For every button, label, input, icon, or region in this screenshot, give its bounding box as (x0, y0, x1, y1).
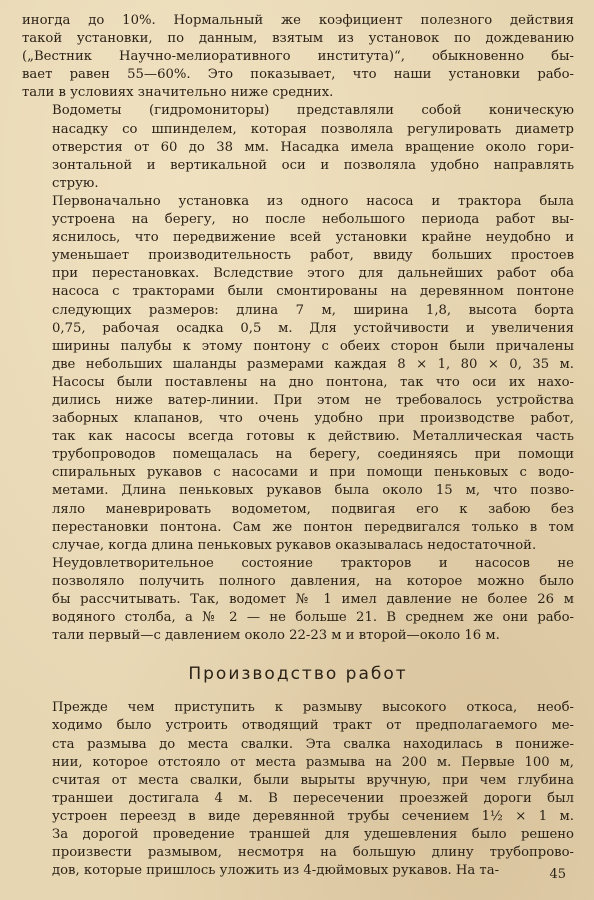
text-line: Водометы (гидромониторы) представляли собой коническую (52, 103, 574, 119)
paragraph (22, 555, 574, 645)
text-line: устроена на берегу, но после небольшого периода работ вы- (52, 212, 574, 228)
paragraph (22, 102, 574, 192)
paragraph (22, 699, 574, 880)
text-line: тали в условиях значительно ниже средних. (22, 85, 334, 101)
text-line: уменьшает производительность работ, ввиду больших простоев (52, 248, 574, 264)
text-line: Прежде чем приступить к размыву высокого откоса, необ- (52, 700, 574, 716)
text-line: так как насосы всегда готовы к действию. Металлическая часть (52, 429, 574, 445)
text-line: позволяло получить полного давления, на которое можно было (52, 573, 574, 589)
text-line: насадку со шпинделем, которая позволяла регулировать диаметр (52, 121, 574, 137)
text-block-bottom (22, 699, 574, 880)
text-line: иногда до 10%. Нормальный же коэфициент полезного действия (22, 13, 574, 28)
text-line: Насосы были поставлены на дно понтона, так что оси их нахо- (52, 374, 574, 390)
text-line: траншеи достигала 4 м. В пересечении проезжей дороги был (52, 790, 574, 806)
text-line: дов, которые пришлось уложить из 4-дюймовых рукавов. На та- (52, 863, 500, 879)
section-heading: Производство работ (188, 664, 408, 685)
text-line: Неудовлетворительное состояние тракторов и насосов не (52, 555, 574, 571)
text-line: две небольших шаланды размерами каждая 8 × 1, 80 × 0, 35 м. (52, 356, 574, 372)
text-line: трубопроводов помещалась на берегу, соединяясь при помощи (52, 447, 574, 463)
text-line: устроен переезд в виде деревянной трубы сечением 1½ × 1 м. (52, 808, 574, 824)
text-line: нии, которое отстояло от места размыва на 200 м. Первые 100 м, (52, 754, 574, 770)
text-line: ляло маневрировать водометом, подвигая его к забою без (52, 501, 574, 517)
text-line: заборных клапанов, что очень удобно при производстве работ, (52, 411, 574, 427)
text-line: струю. (52, 175, 99, 191)
paragraph (22, 193, 574, 555)
text-line: бы рассчитывать. Так, водомет № 1 имел давление не более 26 м (52, 592, 574, 607)
text-line: при перестановках. Вследствие этого для дальнейших работ оба (52, 266, 574, 282)
text-line: отверстия от 60 до 38 мм. Насадка имела вращение около гори- (52, 139, 574, 155)
text-line: считая от места свалки, были вырыты вручную, при чем глубина (52, 772, 574, 788)
text-line: яснилось, что передвижение всей установки крайне неудобно и (52, 230, 574, 246)
text-line: дились ниже ватер-линии. При этом не требовалось устройства (52, 392, 574, 408)
text-line: спиральных рукавов с насосами и при помощи пеньковых с водо- (52, 465, 574, 481)
text-line: вает равен 55—60%. Это показывает, что наши установки рабо- (22, 67, 574, 83)
text-line: метами. Длина пеньковых рукавов была около 15 м, что позво- (52, 483, 574, 499)
paragraph (22, 12, 574, 102)
text-line: зонтальной и вертикальной оси и позволяла удобно направлять (52, 157, 574, 173)
text-line: ходимо было устроить отводящий тракт от предполагаемого ме- (52, 718, 574, 734)
text-line: („Вестник Научно-мелиоративного института)“, обыкновенно бы- (22, 49, 574, 65)
text-line: случае, когда длина пеньковых рукавов оказывалась недостаточной. (52, 537, 537, 553)
text-line: водяного столба, а № 2 — не больше 21. В среднем же они рабо- (52, 610, 574, 626)
text-line: тали первый—с давлением около 22-23 м и второй—около 16 м. (52, 628, 500, 644)
text-line: произвести размывом, несмотря на большую длину трубопрово- (52, 845, 574, 861)
text-line: насоса с тракторами были смонтированы на деревянном понтоне (52, 284, 574, 300)
page-text (22, 12, 574, 880)
text-line: За дорогой проведение траншей для удешевления было решено (52, 827, 574, 843)
text-block-top (22, 12, 574, 645)
text-line: перестановки понтона. Сам же понтон передвигался только в том (52, 519, 574, 535)
text-line: следующих размеров: длина 7 м, ширина 1,8, высота борта (52, 302, 574, 318)
text-line: ширины палубы к этому понтону с обеих сторон были причалены (52, 338, 574, 354)
text-line: 0,75, рабочая осадка 0,5 м. Для устойчивости и увеличения (52, 320, 574, 336)
text-line: Первоначально установка из одного насоса и трактора была (52, 193, 574, 209)
text-line: ста размыва до места свалки. Эта свалка находилась в пониже- (52, 736, 574, 752)
page-number: 45 (549, 867, 566, 882)
text-line: такой установки, по данным, взятым из установок по дождеванию (22, 31, 574, 47)
